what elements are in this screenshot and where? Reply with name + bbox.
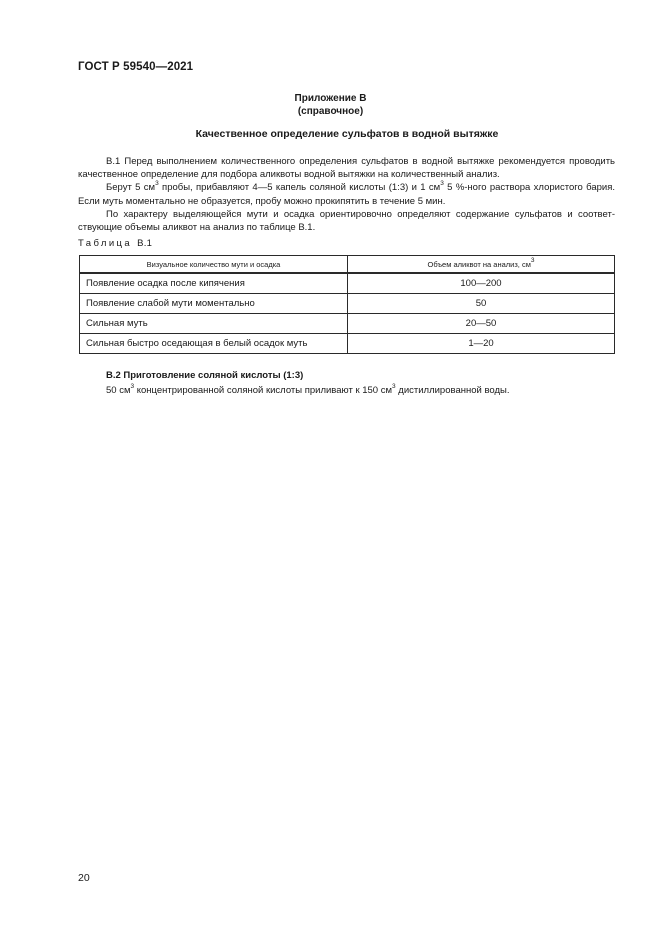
page-number: 20: [78, 872, 90, 884]
table-cell-desc: Появление слабой мути моментально: [80, 294, 348, 314]
table-row: [80, 294, 615, 314]
superscript-3: 3: [392, 382, 396, 390]
appendix-label: Приложение В: [294, 93, 367, 104]
appendix-kind: (справочное): [297, 106, 364, 117]
table-cell-volume: 20—50: [348, 314, 615, 334]
table-cell-desc: Сильная муть: [80, 314, 348, 334]
appendix-heading: [0, 92, 661, 118]
superscript-3: 3: [155, 180, 159, 188]
p2-part-b: пробы, прибавляют 4—5 капель соляной кислоты (1:3) и 1 см: [158, 182, 441, 194]
paragraph-b1-evaluation: По характеру выделяющейся мути и осадка ориентировочно определяют содержание сульфатов и соответствующие объемы аликвот на анализ по таблице В.1.: [78, 208, 615, 234]
col2-header-text: Объем аликвот на анализ, см: [427, 259, 531, 269]
table-row: [80, 314, 615, 334]
table-header-cell: [348, 256, 615, 274]
table-cell-volume: 100—200: [348, 273, 615, 294]
table-b1: [79, 255, 615, 354]
table-cell-desc: Появление осадка после кипячения: [80, 273, 348, 294]
b2-part-c: дистиллированной воды.: [395, 385, 510, 396]
paragraph-b1-procedure: [78, 181, 615, 207]
section-b2-text: [106, 382, 510, 396]
p2-part-c: 5 %-ного раствора хлористого бария. Если муть моментально не образуется, пробу можно прокипятить в течение 5 мин.: [78, 182, 615, 207]
paragraph-b1: В.1 Перед выполнением количественного определения сульфатов в водной вытяжке рекомендуется проводить качественное определение для подбора аликвоты водной вытяжки на количественный анализ.: [78, 156, 615, 181]
table-caption-word: Таблица: [78, 238, 133, 249]
body-text: [78, 155, 615, 234]
table-row: [80, 273, 615, 294]
superscript-3: 3: [440, 180, 444, 188]
table-caption-number: В.1: [137, 238, 153, 249]
table-cell-volume: 50: [348, 294, 615, 314]
table-header-cell: Визуальное количество мути и осадка: [80, 256, 348, 274]
appendix-title: Качественное определение сульфатов в водной вытяжке: [195, 128, 499, 140]
section-b2-title: В.2 Приготовление соляной кислоты (1:3): [106, 370, 304, 381]
b2-part-b: концентрированной соляной кислоты приливают к 150 см: [134, 385, 393, 396]
superscript-3: 3: [130, 382, 135, 390]
superscript-3: 3: [530, 257, 535, 264]
table-cell-desc: Сильная быстро оседающая в белый осадок муть: [80, 334, 348, 354]
table-cell-volume: 1—20: [348, 334, 615, 354]
table-row: [80, 334, 615, 354]
standard-header: ГОСТ Р 59540—2021: [78, 61, 194, 73]
b2-part-a: 50 см: [106, 385, 131, 396]
table-header-row: [80, 256, 615, 274]
table-caption: [78, 238, 152, 249]
p2-part-a: Берут 5 см: [106, 182, 156, 194]
